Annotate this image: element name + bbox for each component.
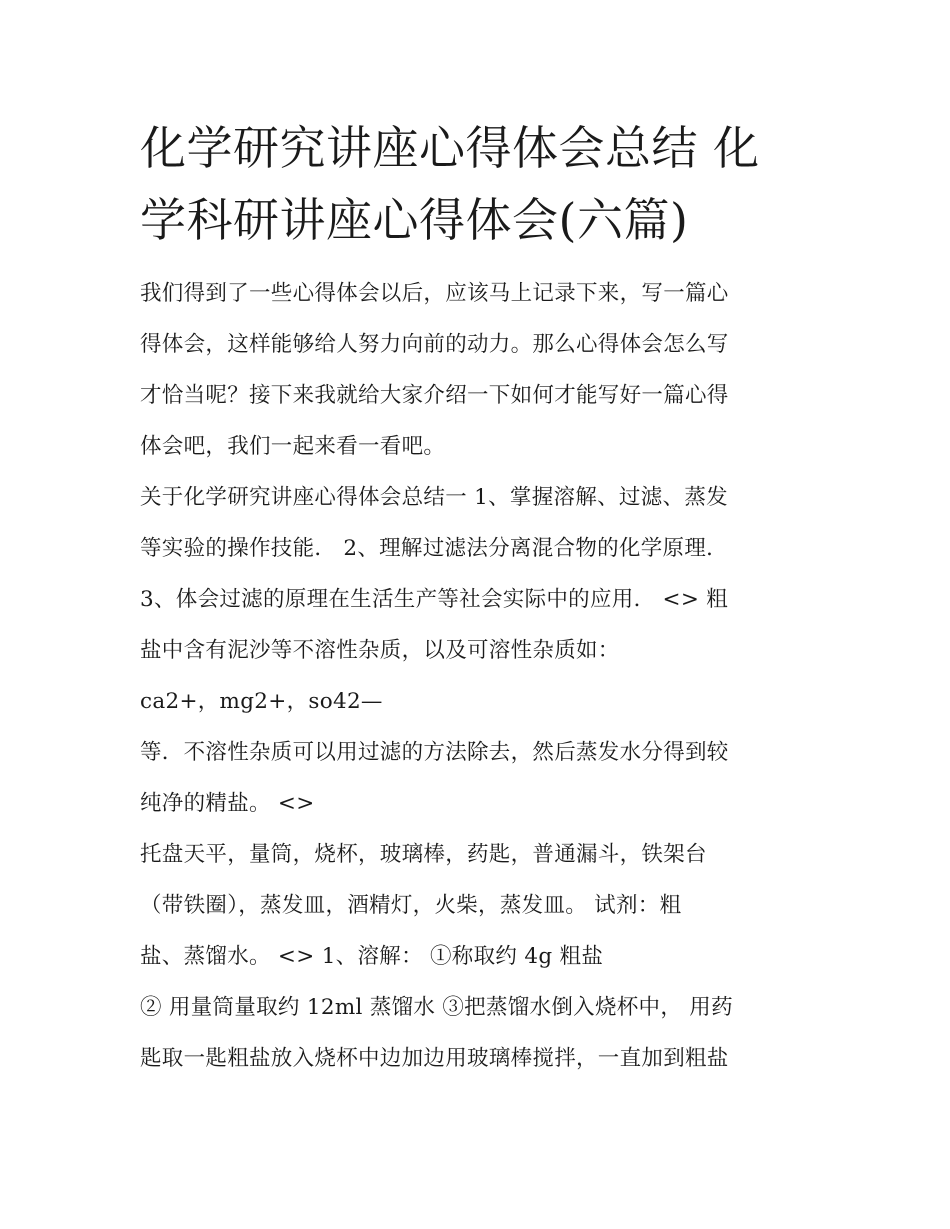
text-line: ② 用量筒量取约 12ml 蒸馏水 ③把蒸馏水倒入烧杯中， 用药 xyxy=(140,995,733,1020)
text-line: 关于化学研究讲座心得体会总结一 1、掌握溶解、过滤、蒸发 xyxy=(140,485,728,510)
text-line: 等．不溶性杂质可以用过滤的方法除去，然后蒸发水分得到较 xyxy=(140,740,729,765)
title-line: 学科研讲座心得体会(六篇) xyxy=(140,193,689,247)
text-line: ca2+，mg2+，so42— xyxy=(140,689,383,714)
body-paragraph xyxy=(140,472,820,1084)
text-line: （带铁圈），蒸发皿，酒精灯，火柴，蒸发皿。 试剂：粗 xyxy=(140,893,682,918)
document-page xyxy=(140,112,820,1084)
intro-paragraph xyxy=(140,268,820,472)
text-line: 托盘天平，量筒，烧杯，玻璃棒，药匙，普通漏斗，铁架台 xyxy=(140,842,707,867)
text-line: 盐、蒸馏水。 <> 1、溶解： ①称取约 4g 粗盐 xyxy=(140,944,604,969)
text-line: 我们得到了一些心得体会以后，应该马上记录下来，写一篇心 xyxy=(140,281,729,306)
text-line: 才恰当呢？接下来我就给大家介绍一下如何才能写好一篇心得 xyxy=(140,383,729,408)
text-line: 3、体会过滤的原理在生活生产等社会实际中的应用． <> 粗 xyxy=(140,587,729,612)
text-line: 得体会，这样能够给人努力向前的动力。那么心得体会怎么写 xyxy=(140,332,729,357)
text-line: 体会吧，我们一起来看一看吧。 xyxy=(140,434,446,459)
title-line: 化学研究讲座心得体会总结 化 xyxy=(140,121,760,175)
text-line: 纯净的精盐。 <> xyxy=(140,791,315,816)
document-title xyxy=(140,112,820,256)
text-line: 盐中含有泥沙等不溶性杂质，以及可溶性杂质如： xyxy=(140,638,620,663)
text-line: 匙取一匙粗盐放入烧杯中边加边用玻璃棒搅拌，一直加到粗盐 xyxy=(140,1046,729,1071)
text-line: 等实验的操作技能． 2、理解过滤法分离混合物的化学原理． xyxy=(140,536,728,561)
